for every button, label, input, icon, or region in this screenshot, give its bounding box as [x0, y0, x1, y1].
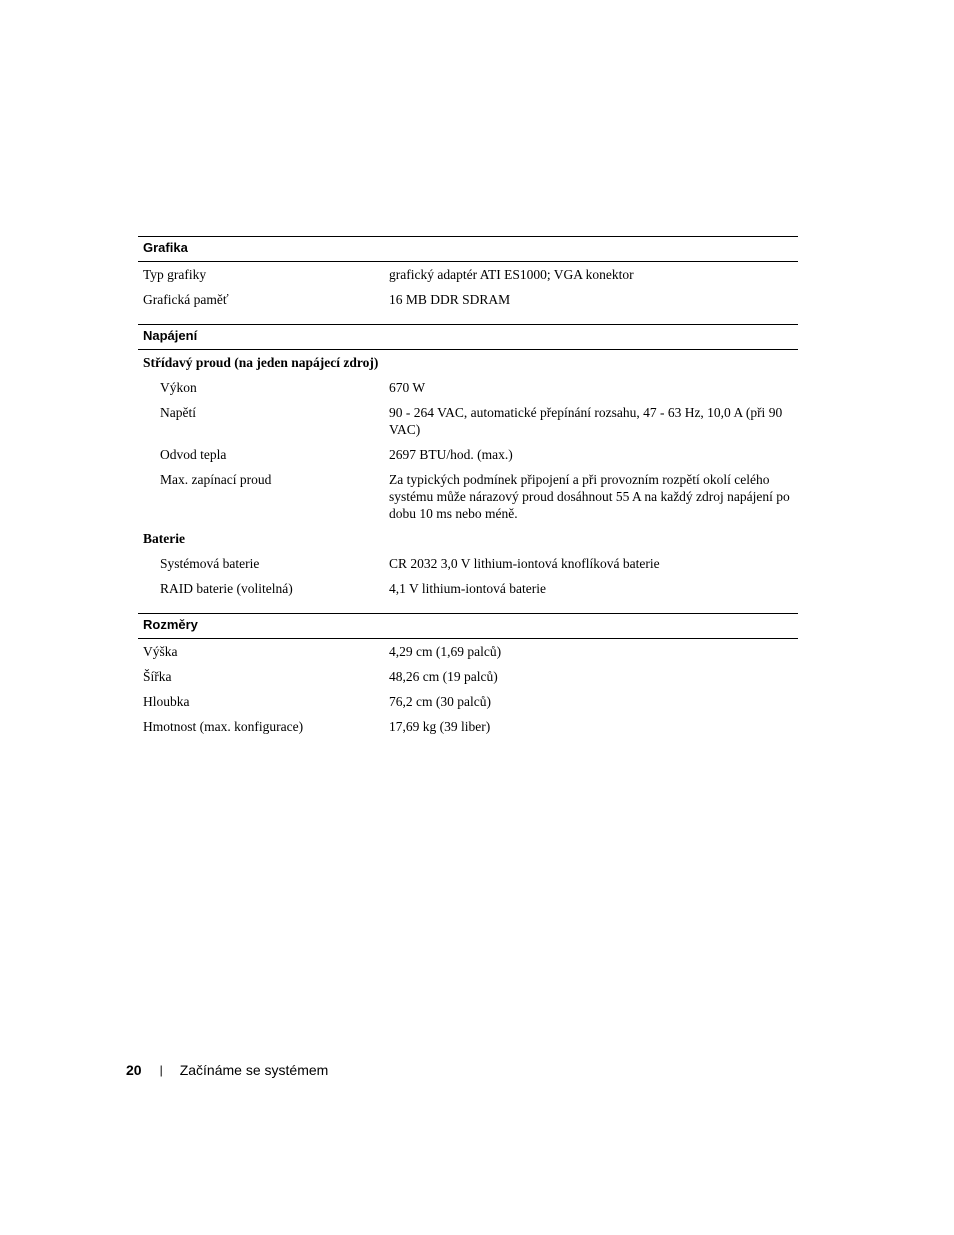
- spec-label: Odvod tepla: [160, 447, 227, 462]
- spec-value: 17,69 kg (39 liber): [389, 719, 491, 734]
- spec-label: Typ grafiky: [143, 267, 207, 282]
- spec-value: CR 2032 3,0 V lithium-iontová knoflíková baterie: [389, 556, 660, 571]
- spec-row: [138, 442, 798, 467]
- spec-row: [138, 576, 798, 601]
- spec-value: 4,1 V lithium-iontová baterie: [389, 581, 546, 596]
- spec-value: 48,26 cm (19 palců): [389, 669, 498, 684]
- spec-row: [138, 714, 798, 739]
- spec-row: [138, 262, 798, 287]
- spec-label: Šířka: [143, 669, 172, 684]
- spec-row: [138, 287, 798, 312]
- spec-row: [138, 689, 798, 714]
- spec-label: Napětí: [160, 405, 196, 420]
- spec-value: Za typických podmínek připojení a při provozním rozpětí okolí celého systému může nárazový proud dosáhnout 55 A na každý zdroj napájení po dobu 10 ms nebo méně.: [389, 472, 790, 521]
- section-heading-grafika: Grafika: [138, 236, 798, 262]
- spec-row: [138, 639, 798, 664]
- spec-value: 670 W: [389, 380, 426, 395]
- subheading-ac: Střídavý proud (na jeden napájecí zdroj): [143, 355, 379, 370]
- spec-value: grafický adaptér ATI ES1000; VGA konektor: [389, 267, 634, 282]
- spec-value: 2697 BTU/hod. (max.): [389, 447, 513, 462]
- spec-row: [138, 375, 798, 400]
- spec-label: Výška: [143, 644, 178, 659]
- spec-value: 4,29 cm (1,69 palců): [389, 644, 502, 659]
- footer-separator: |: [159, 1063, 163, 1077]
- chapter-title: Začínáme se systémem: [179, 1062, 329, 1078]
- spec-value: 90 - 264 VAC, automatické přepínání rozsahu, 47 - 63 Hz, 10,0 A (při 90 VAC): [389, 405, 783, 437]
- spec-label: Hmotnost (max. konfigurace): [143, 719, 304, 734]
- spec-row: [138, 400, 798, 442]
- section-heading-napajeni: Napájení: [138, 324, 798, 350]
- spec-value: 16 MB DDR SDRAM: [389, 292, 511, 307]
- spec-row: [138, 664, 798, 689]
- spec-table: [138, 236, 798, 739]
- spec-row: [138, 551, 798, 576]
- spec-label: Výkon: [160, 380, 197, 395]
- page-footer: [126, 1061, 328, 1079]
- spec-row: [138, 467, 798, 526]
- spec-label: Hloubka: [143, 694, 190, 709]
- page-number: 20: [126, 1062, 142, 1078]
- section-heading-rozmery: Rozměry: [138, 613, 798, 639]
- spec-label: Systémová baterie: [160, 556, 260, 571]
- spec-label: RAID baterie (volitelná): [160, 581, 293, 596]
- spec-label: Max. zapínací proud: [160, 472, 272, 487]
- spec-label: Grafická paměť: [143, 292, 229, 307]
- subheading-baterie: Baterie: [143, 531, 185, 546]
- spec-value: 76,2 cm (30 palců): [389, 694, 491, 709]
